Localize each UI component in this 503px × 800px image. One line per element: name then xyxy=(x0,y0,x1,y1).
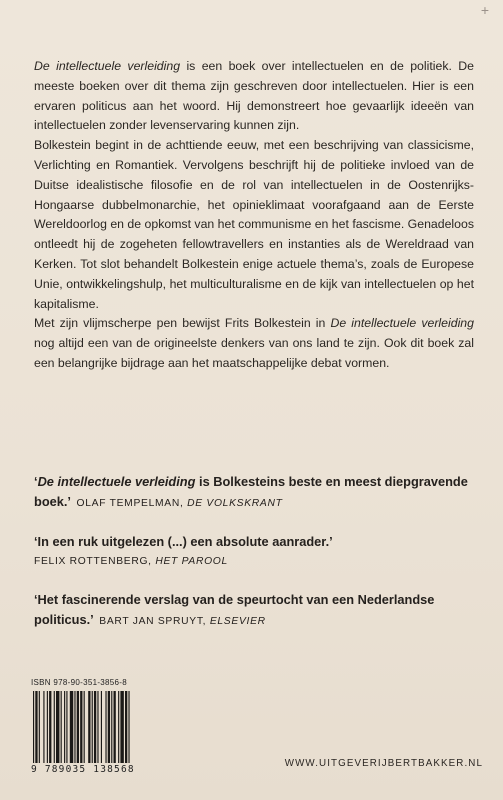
quote-source: OLAF TEMPELMAN, DE VOLKSKRANT xyxy=(76,497,283,509)
description-paragraph-1: De intellectuele verleiding is een boek over intellectuelen en de politiek. De meeste boeken over dit thema zijn geschreven door intellectuelen. Hier is een ervaren politicus aan het woord. Hij demonstreert hoe gevaarlijk ideeën van intellectuelen zonder levenservaring kunnen zijn. xyxy=(34,59,474,133)
book-description xyxy=(34,57,474,374)
press-quotes xyxy=(34,472,474,650)
barcode-bars xyxy=(33,691,169,763)
quote-source: FELIX ROTTENBERG, HET PAROOL xyxy=(34,555,228,567)
crop-mark: + xyxy=(480,2,489,18)
press-quote-2: ‘In een ruk uitgelezen (...) een absolute aanrader.’ FELIX ROTTENBERG, HET PAROOL xyxy=(34,532,474,571)
isbn-label: ISBN 978-90-351-3856-8 xyxy=(31,678,127,687)
quote-source: BART JAN SPRUYT, ELSEVIER xyxy=(99,615,266,627)
description-paragraph-3: Met zijn vlijmscherpe pen bewijst Frits Bolkestein in De intellectuele verleiding nog altijd een van de origineelste denkers van ons land te zijn. Ook dit boek zal een belangrijke bijdrage aan het maatschappelijke debat vormen. xyxy=(34,316,474,370)
press-quote-3: ‘Het fascinerende verslag van de speurtocht van een Nederlandse politicus.’ BART JAN SPRUYT, ELSEVIER xyxy=(34,592,435,627)
barcode-digits: 9 789035 138568 xyxy=(31,764,135,775)
press-quote-1: ‘De intellectuele verleiding is Bolkesteins beste en meest diepgravende boek.’ OLAF TEMPELMAN, DE VOLKSKRANT xyxy=(34,474,468,509)
publisher-website: WWW.UITGEVERIJBERTBAKKER.NL xyxy=(284,758,483,769)
isbn-barcode xyxy=(31,678,171,774)
book-title-italic: De intellectuele verleiding xyxy=(34,59,181,73)
book-title-italic: De intellectuele verleiding xyxy=(330,316,474,331)
description-paragraph-2: Bolkestein begint in de achttiende eeuw, met een beschrijving van classicisme, Verlichting en Romantiek. Vervolgens beschrijft hij de politieke invloed van de Duitse idealistische filosofie en de rol van intellectuelen in de Oostenrijks-Hongaarse dubbelmonarchie, het opinieklimaat voorafgaand aan de Eerste Wereldoorlog en de opkomst van het communisme en het fascisme. Genadeloos ontleedt hij de zogeheten fellowtravellers en instanties als de Wereldraad van Kerken. Tot slot behandelt Bolkestein enige actuele thema’s, zoals de Europese Unie, ontwikkelingshulp, het multiculturalisme en de kijk van intellectuelen op het kapitalisme. xyxy=(34,138,474,311)
